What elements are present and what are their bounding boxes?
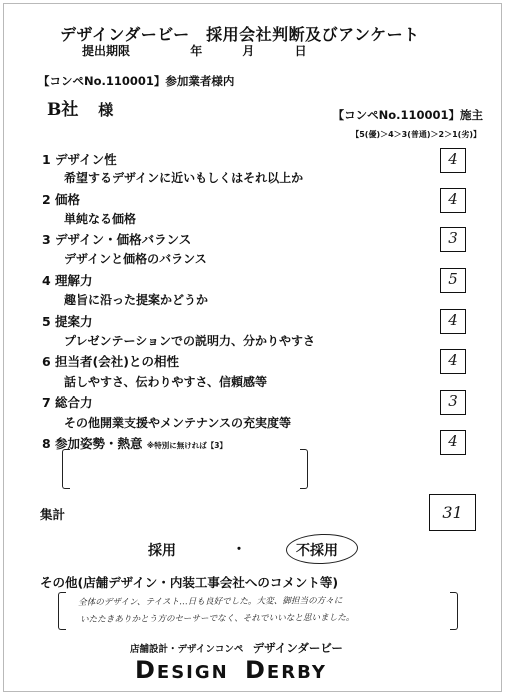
logo-letter-d1: D bbox=[135, 656, 157, 684]
item-8-label: 8 参加姿勢・熱意 bbox=[42, 436, 143, 451]
logo-text-esign: ESIGN bbox=[156, 662, 229, 683]
deadline-label: 提出期限 bbox=[82, 44, 131, 58]
item-8-score: 4 bbox=[448, 432, 458, 450]
item-4-title: 4 理解力 bbox=[42, 273, 93, 288]
deadline-row bbox=[82, 42, 307, 59]
item-3-description: デザインと価格のバランス bbox=[64, 252, 207, 266]
item-8-bracket-left bbox=[62, 449, 70, 489]
item-2-description: 単純なる価格 bbox=[64, 212, 137, 226]
item-2-score: 4 bbox=[448, 190, 458, 208]
deadline-year: 年 bbox=[190, 44, 203, 58]
item-1-description: 希望するデザインに近いもしくはそれ以上か bbox=[64, 171, 304, 185]
footer-brand-kana: デザインダービー bbox=[252, 641, 343, 655]
deadline-month: 月 bbox=[242, 44, 255, 58]
reject-option[interactable]: 不採用 bbox=[296, 543, 338, 559]
footer-subtitle-text: 店舗設計・デザインコンペ bbox=[130, 644, 244, 655]
item-1-title: 1 デザイン性 bbox=[42, 152, 117, 167]
organizer-label: 【コンペNo.110001】施主 bbox=[332, 108, 483, 122]
contest-notice: 【コンペNo.110001】参加業者様内 bbox=[38, 74, 235, 88]
company-name: B社 bbox=[47, 100, 79, 120]
total-label: 集計 bbox=[40, 507, 66, 522]
item-4-score-box[interactable] bbox=[440, 268, 466, 293]
item-8-score-box[interactable] bbox=[440, 430, 466, 455]
comment-bracket-right bbox=[450, 592, 458, 630]
total-score-box[interactable] bbox=[429, 494, 476, 531]
item-6-description: 話しやすさ、伝わりやすさ、信頼感等 bbox=[64, 375, 268, 389]
item-6-score: 4 bbox=[448, 351, 458, 369]
item-5-description: プレゼンテーションでの説明力、分かりやすさ bbox=[64, 334, 316, 348]
item-3-title: 3 デザイン・価格バランス bbox=[42, 232, 192, 247]
logo-letter-d2: D bbox=[245, 656, 267, 684]
item-4-description: 趣旨に沿った提案かどうか bbox=[64, 293, 209, 307]
item-5-score-box[interactable] bbox=[440, 309, 466, 334]
comment-line-2: いたたきありかとう方のセーサーでなく、それでいいなと思いました。 bbox=[79, 613, 355, 625]
item-4-score: 5 bbox=[448, 270, 458, 288]
logo-text-erby: ERBY bbox=[266, 662, 327, 683]
comment-line-1: 全体のデザイン、テイスト…日も良好でした。大変、御担当の方々に bbox=[77, 596, 343, 608]
item-6-score-box[interactable] bbox=[440, 349, 466, 374]
item-2-score-box[interactable] bbox=[440, 188, 466, 213]
company-name-line bbox=[47, 95, 113, 120]
item-3-score: 3 bbox=[448, 229, 458, 247]
deadline-day: 日 bbox=[294, 44, 307, 58]
item-1-score-box[interactable] bbox=[440, 148, 466, 173]
item-2-title: 2 価格 bbox=[42, 192, 81, 207]
adopt-option[interactable]: 採用 bbox=[148, 543, 176, 559]
decision-separator: ・ bbox=[232, 542, 246, 558]
item-8-bracket-right bbox=[300, 449, 308, 489]
item-8-note: ※特別に無ければ【3】 bbox=[146, 441, 227, 450]
item-1-score: 4 bbox=[448, 150, 458, 168]
total-score: 31 bbox=[442, 503, 463, 522]
item-7-score-box[interactable] bbox=[440, 390, 466, 415]
item-7-title: 7 総合力 bbox=[42, 395, 93, 410]
form-title: デザインダービー 採用会社判断及びアンケート bbox=[60, 25, 420, 44]
design-derby-logo bbox=[135, 656, 327, 684]
score-scale-legend: 【5(優)＞4＞3(普通)＞2＞1(劣)】 bbox=[351, 130, 481, 139]
item-5-title: 5 提案力 bbox=[42, 314, 93, 329]
comment-bracket-left bbox=[58, 592, 66, 630]
company-suffix: 様 bbox=[98, 101, 114, 119]
item-5-score: 4 bbox=[448, 311, 458, 329]
item-7-description: その他開業支援やメンテナンスの充実度等 bbox=[64, 416, 292, 430]
item-7-score: 3 bbox=[448, 392, 458, 410]
footer-subtitle bbox=[130, 640, 343, 656]
item-3-score-box[interactable] bbox=[440, 227, 466, 252]
other-comments-label: その他(店舗デザイン・内装工事会社へのコメント等) bbox=[40, 575, 339, 590]
item-6-title: 6 担当者(会社)との相性 bbox=[42, 354, 179, 369]
